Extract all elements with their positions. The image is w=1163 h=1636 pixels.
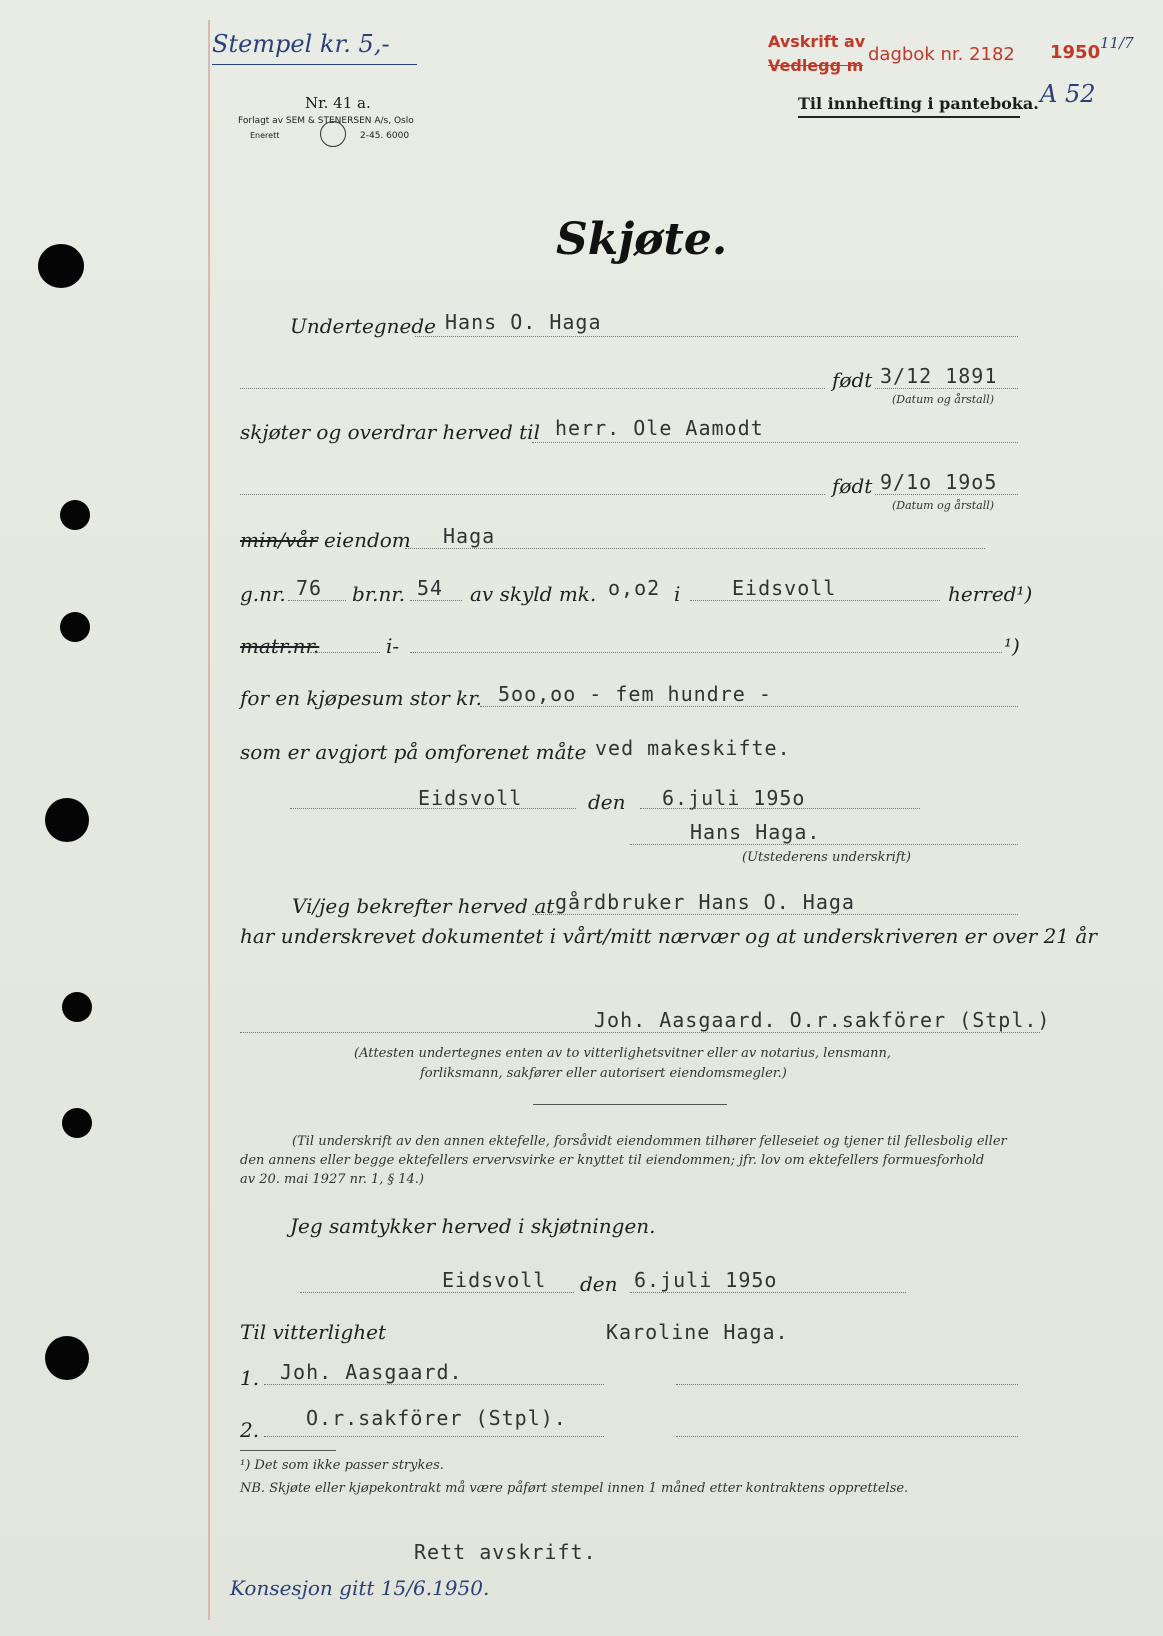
footnote-divider [240, 1450, 336, 1451]
spouse-place: Eidsvoll [442, 1268, 547, 1292]
dotted-line [264, 1384, 604, 1385]
seller-label: Undertegnede [290, 314, 436, 338]
dotted-line [676, 1384, 1018, 1385]
witness1-number: 1. [240, 1366, 260, 1390]
footnote-1: ¹) Det som ikke passer strykes. [240, 1458, 444, 1473]
price-label: for en kjøpesum stor kr. [240, 686, 483, 710]
stamp-note: Stempel kr. 5,- [212, 30, 390, 58]
seller-born-label: født [832, 368, 873, 392]
red-stamp-line2: Vedlegg m [768, 56, 864, 75]
witness1: Joh. Aasgaard. [280, 1360, 463, 1384]
date-hand: 11/7 [1100, 34, 1134, 52]
punch-hole [60, 500, 90, 530]
dotted-line [630, 844, 1018, 845]
dotted-line [240, 1032, 1040, 1033]
punch-hole [62, 992, 92, 1022]
spouse-note1: (Til underskrift av den annen ektefelle, forsåvidt eiendommen tilhører felleseiet og tjener til fellesbolig eller [292, 1134, 1007, 1149]
publisher-logo [320, 121, 346, 147]
skyld-value: o,o2 [608, 576, 661, 600]
dotted-line [410, 600, 462, 601]
spouse-note3: av 20. mai 1927 nr. 1, § 14.) [240, 1172, 424, 1187]
punch-hole [45, 798, 89, 842]
print-code: 2-45. 6000 [360, 131, 410, 141]
dotted-line [415, 336, 1018, 337]
matr-label: matr.nr. [240, 634, 320, 658]
dotted-line [264, 1436, 604, 1437]
spouse-date: 6.juli 195o [634, 1268, 778, 1292]
dotted-line [875, 388, 1018, 389]
i-label: i [674, 582, 681, 606]
dotted-line [240, 388, 825, 389]
property-label-strike: min/vår [240, 528, 318, 552]
signature-caption: (Utstederens underskrift) [742, 850, 911, 865]
spouse-signature: Karoline Haga. [606, 1320, 789, 1344]
matr-i: i- [386, 634, 400, 658]
buyer-name: herr. Ole Aamodt [555, 416, 764, 440]
page-ref: A 52 [1040, 80, 1096, 108]
herred-name: Eidsvoll [732, 576, 837, 600]
brnr-label: br.nr. [352, 582, 406, 606]
buyer-born-label: født [832, 474, 873, 498]
seller-born-value: 3/12 1891 [880, 364, 998, 388]
skyld-label: av skyld mk. [470, 582, 597, 606]
signing-place: Eidsvoll [418, 786, 523, 810]
red-stamp-line1: Avskrift av [768, 32, 866, 51]
seller-name: Hans O. Haga [445, 310, 602, 334]
divider [533, 1104, 727, 1105]
dotted-line [405, 548, 985, 549]
signing-den: den [588, 790, 626, 814]
seller-signature: Hans Haga. [690, 820, 821, 844]
instruction-underline [798, 116, 1020, 118]
red-stamp-dagbok: dagbok nr. 2182 [868, 44, 1015, 65]
dotted-line [640, 808, 920, 809]
underline [212, 64, 417, 65]
margin-line [208, 20, 210, 1620]
gnr-label: g.nr. [240, 582, 286, 606]
punch-hole [62, 1108, 92, 1138]
dotted-line [875, 494, 1018, 495]
brnr-value: 54 [417, 576, 444, 600]
dotted-line [240, 494, 825, 495]
dotted-line [690, 600, 940, 601]
attest-signer: Joh. Aasgaard. O.r.sakförer (Stpl.) [594, 1008, 1051, 1032]
witness2-number: 2. [240, 1418, 260, 1442]
dotted-line [300, 1292, 574, 1293]
hand-note: Konsesjon gitt 15/6.1950. [230, 1576, 490, 1600]
matr-end: ¹) [1004, 634, 1020, 658]
dotted-line [480, 706, 1018, 707]
publisher: Forlagt av SEM & STENERSEN A/s, Oslo [238, 116, 414, 126]
dotted-line [676, 1436, 1018, 1437]
spouse-note2: den annens eller begge ektefellers ervervsvirke er knyttet til eiendommen; jfr. lov om ektefellers formuesforhold [240, 1153, 985, 1168]
attest-note1: (Attesten undertegnes enten av to vitterlighetsvitner eller av notarius, lensmann, [354, 1046, 892, 1061]
punch-hole [38, 244, 84, 288]
attest-label: Vi/jeg bekrefter herved at [292, 894, 555, 918]
attest-line2: har underskrevet dokumentet i vårt/mitt nærvær og at underskriveren er over 21 år [240, 924, 1097, 948]
punch-hole [45, 1336, 89, 1380]
dotted-line [630, 1292, 906, 1293]
settled-label: som er avgjort på omforenet måte [240, 740, 587, 764]
consent-text: Jeg samtykker herved i skjøtningen. [290, 1214, 656, 1238]
punch-hole [60, 612, 90, 642]
spouse-den: den [580, 1272, 618, 1296]
buyer-born-value: 9/1o 19o5 [880, 470, 998, 494]
property-name: Haga [443, 524, 496, 548]
dotted-line [288, 600, 346, 601]
attest-note2: forliksmann, sakfører eller autorisert eiendomsmegler.) [420, 1066, 787, 1081]
document-title: Skjøte. [556, 214, 728, 265]
copy-note: Rett avskrift. [414, 1540, 597, 1564]
dotted-line [532, 442, 1018, 443]
witness2: O.r.sakförer (Stpl). [306, 1406, 567, 1430]
footnote-2: NB. Skjøte eller kjøpekontrakt må være påført stempel innen 1 måned etter kontraktens opprettelse. [240, 1481, 909, 1496]
property-label: eiendom [324, 528, 411, 552]
witness-label: Til vitterlighet [240, 1320, 387, 1344]
signing-date: 6.juli 195o [662, 786, 806, 810]
attest-value: gårdbruker Hans O. Haga [555, 890, 855, 914]
herred-label: herred¹) [948, 582, 1033, 606]
buyer-label: skjøter og overdrar herved til [240, 420, 540, 444]
price-value: 5oo,oo - fem hundre - [498, 682, 772, 706]
gnr-value: 76 [296, 576, 323, 600]
publisher-code: Enerett [250, 131, 280, 140]
dotted-line [532, 914, 1018, 915]
red-stamp-year: 1950 [1050, 42, 1101, 63]
seller-born-caption: (Datum og årstall) [892, 393, 995, 406]
buyer-born-caption: (Datum og årstall) [892, 499, 995, 512]
instruction: Til innhefting i panteboka. [798, 94, 1039, 113]
dotted-line [290, 808, 576, 809]
dotted-line [410, 652, 1002, 653]
settled-value: ved makeskifte. [595, 736, 791, 760]
dotted-line [310, 652, 380, 653]
form-number: Nr. 41 a. [305, 94, 371, 112]
